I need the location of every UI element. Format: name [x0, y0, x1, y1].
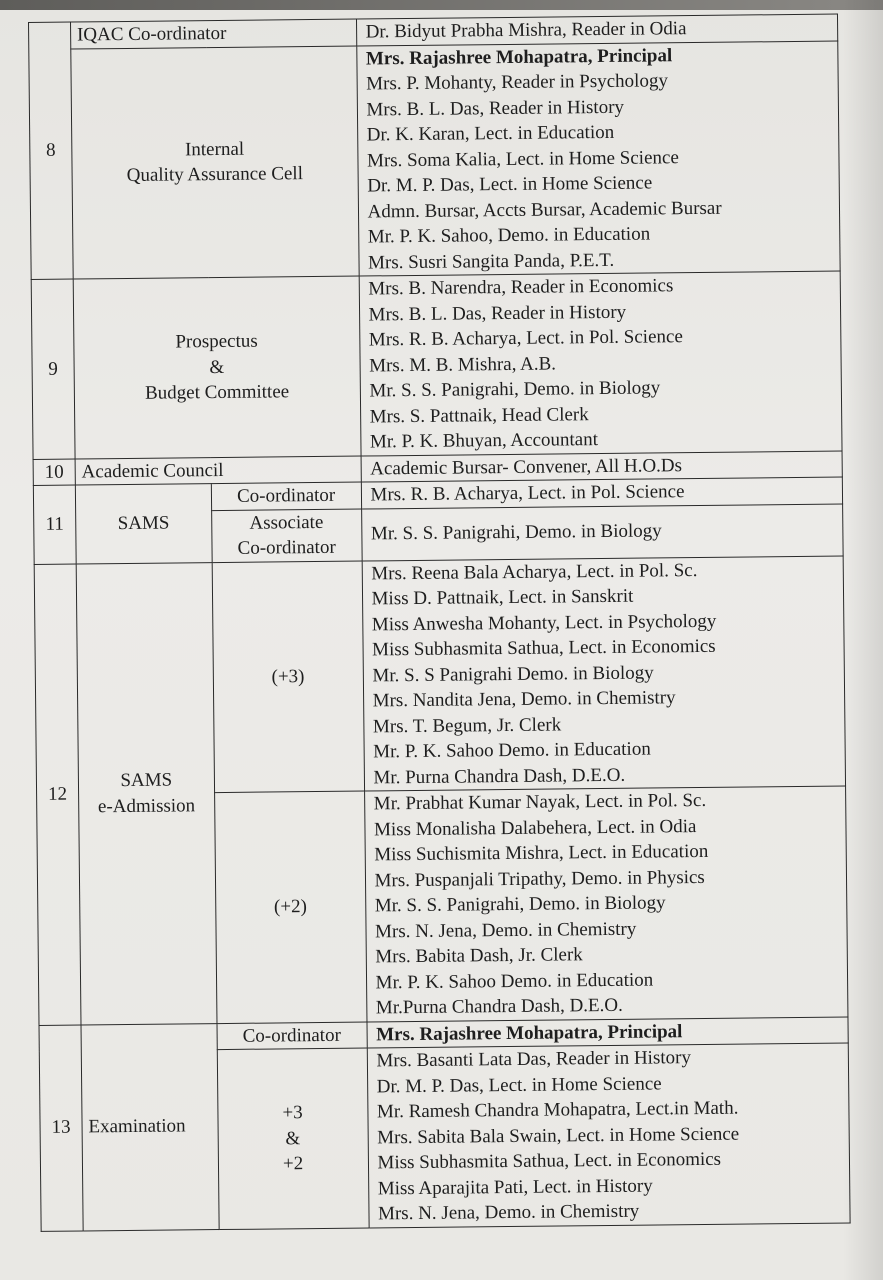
- member-name: Mrs. Susri Sangita Panda, P.E.T.: [367, 249, 615, 273]
- member-name: Mrs. B. Narendra, Reader in Economics: [368, 275, 674, 300]
- member-name: Mrs. T. Begum, Jr. Clerk: [372, 713, 562, 737]
- role-label-line: Associate: [249, 511, 324, 534]
- group-label: (+3): [212, 561, 364, 793]
- committee-number: 13: [39, 1025, 83, 1231]
- member-name: Admn. Bursar, Accts Bursar, Academic Bursar: [367, 197, 722, 222]
- member-name: Mrs. Rajashree Mohapatra, Principal: [365, 44, 673, 69]
- member-name: Mrs. S. Pattnaik, Head Clerk: [369, 403, 589, 427]
- member-name: Mr. P. K. Sahoo Demo. in Education: [373, 738, 651, 763]
- committee-name: Examination: [81, 1023, 219, 1230]
- member-list: [367, 1043, 850, 1228]
- group-label: [217, 1048, 369, 1229]
- member-name: Mrs. Sabita Bala Swain, Lect. in Home Science: [377, 1123, 740, 1148]
- member-name: Mrs. B. L. Das, Reader in History: [366, 96, 625, 120]
- member-name: Mrs. Rajashree Mohapatra, Principal: [367, 1016, 849, 1048]
- member-name: Mr. P. K. Sahoo Demo. in Education: [375, 969, 654, 993]
- committee-name-line: &: [209, 356, 225, 378]
- member-list: [364, 786, 848, 1022]
- top-edge-shadow: [0, 0, 883, 10]
- committee-number: 11: [33, 485, 76, 564]
- member-list: [359, 271, 842, 456]
- member-name: Dr. K. Karan, Lect. in Education: [366, 121, 615, 146]
- member-list: [356, 41, 840, 277]
- committee-row-8-members: [29, 41, 840, 280]
- member-name: Miss Subhasmita Sathua, Lect. in Economics: [372, 635, 716, 661]
- member-name: Mr. S. S. Panigrahi, Demo. in Biology: [374, 892, 666, 917]
- committee-name: [73, 276, 361, 458]
- member-name: Mr. Prabhat Kumar Nayak, Lect. in Pol. Sc.: [373, 789, 707, 815]
- member-name: Mr. P. K. Bhuyan, Accountant: [369, 429, 599, 453]
- committee-name-line: Quality Assurance Cell: [126, 163, 304, 187]
- member-name: Miss Monalisha Dalabehera, Lect. in Odia: [373, 815, 697, 840]
- member-name: Mrs. Nandita Jena, Demo. in Chemistry: [372, 687, 676, 712]
- iqac-coordinator-label: IQAC Co-ordinator: [70, 19, 356, 48]
- member-name: Mr. S. S. Panigrahi, Demo. in Biology: [361, 503, 843, 560]
- committee-number: 9: [31, 279, 75, 459]
- committee-name-line: Prospectus: [175, 330, 258, 353]
- member-name: Academic Bursar- Convener, All H.O.Ds: [361, 450, 843, 482]
- member-name: Mr.Purna Chandra Dash, D.E.O.: [375, 994, 623, 1019]
- member-name: Mrs. N. Jena, Demo. in Chemistry: [377, 1200, 640, 1225]
- member-name: Mrs. Babita Dash, Jr. Clerk: [375, 944, 583, 968]
- committee-name-line: e-Admission: [97, 794, 196, 817]
- group-label-line: &: [285, 1127, 301, 1149]
- member-name: Mr. Ramesh Chandra Mohapatra, Lect.in Math.: [376, 1097, 739, 1123]
- member-name: Mr. S. S. Panigrahi, Demo. in Biology: [369, 377, 661, 402]
- member-name: Mr. Purna Chandra Dash, D.E.O.: [373, 764, 626, 788]
- committee-number: 8: [29, 22, 74, 279]
- committee-number: 10: [33, 459, 75, 486]
- committee-table: [28, 14, 851, 1232]
- group-label-line: +2: [282, 1153, 304, 1175]
- member-name: Mrs. Puspanjali Tripathy, Demo. in Physics: [374, 866, 705, 891]
- group-label: (+2): [214, 791, 366, 1023]
- page-edge-shadow: [843, 0, 883, 1280]
- committee-number: 12: [34, 564, 81, 1025]
- member-name: Miss Subhasmita Sathua, Lect. in Economics: [377, 1148, 722, 1174]
- committee-row-9: [31, 271, 842, 459]
- iqac-coordinator-name: Dr. Bidyut Prabha Mishra, Reader in Odia: [356, 14, 838, 46]
- member-name: Miss D. Pattnaik, Lect. in Sanskrit: [371, 585, 634, 610]
- member-name: Mr. S. S Panigrahi Demo. in Biology: [372, 661, 654, 686]
- committee-name-line: Internal: [184, 138, 245, 161]
- committee-name: [71, 46, 359, 279]
- member-name: Miss Suchismita Mishra, Lect. in Education: [374, 840, 709, 866]
- role-label-line: Co-ordinator: [237, 536, 336, 559]
- committee-name-line: SAMS: [120, 769, 173, 792]
- member-name: Mrs. N. Jena, Demo. in Chemistry: [374, 918, 637, 942]
- committee-name: SAMS: [75, 484, 212, 564]
- role-label: Co-ordinator: [217, 1022, 367, 1050]
- committee-name: [76, 562, 217, 1024]
- member-name: Mr. P. K. Sahoo, Demo. in Education: [367, 223, 651, 248]
- committee-row-12-plus3: [34, 555, 845, 794]
- member-name: Mrs. Reena Bala Acharya, Lect. in Pol. Sc.: [371, 559, 698, 584]
- member-name: Miss Anwesha Mohanty, Lect. in Psychology: [371, 610, 717, 635]
- member-name: Miss Aparajita Pati, Lect. in History: [377, 1175, 653, 1199]
- committee-name: Academic Council: [75, 456, 361, 485]
- group-label-line: +3: [282, 1102, 303, 1124]
- member-name: Mrs. P. Mohanty, Reader in Psychology: [366, 70, 668, 95]
- role-label: Co-ordinator: [211, 482, 361, 510]
- committee-name-line: Budget Committee: [144, 381, 290, 404]
- member-name: Dr. M. P. Das, Lect. in Home Science: [376, 1072, 662, 1097]
- role-label: [211, 509, 361, 563]
- member-name: Mrs. Basanti Lata Das, Reader in History: [376, 1047, 692, 1072]
- member-name: Mrs. Soma Kalia, Lect. in Home Science: [366, 146, 679, 171]
- member-name: Mrs. R. B. Acharya, Lect. in Pol. Science: [361, 477, 843, 509]
- member-name: Mrs. R. B. Acharya, Lect. in Pol. Science: [368, 326, 683, 351]
- member-list: [362, 555, 846, 791]
- member-name: Mrs. B. L. Das, Reader in History: [368, 301, 627, 325]
- member-name: Dr. M. P. Das, Lect. in Home Science: [367, 172, 653, 197]
- member-name: Mrs. M. B. Mishra, A.B.: [369, 352, 557, 376]
